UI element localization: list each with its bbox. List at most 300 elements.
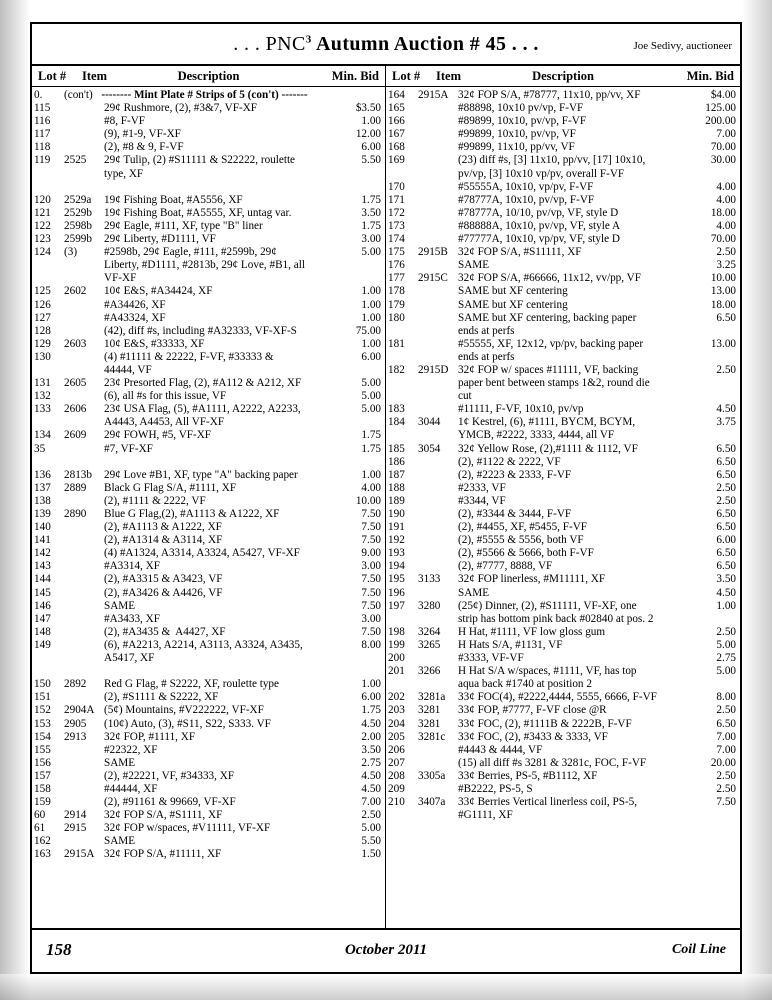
minimum-bid: 200.00 bbox=[705, 115, 736, 128]
lot-description: (2), #A1113 & A1222, XF bbox=[104, 521, 222, 534]
lot-number: 194 bbox=[388, 560, 405, 573]
minimum-bid: 7.50 bbox=[361, 521, 381, 534]
lot-row bbox=[32, 194, 385, 207]
minimum-bid: 13.00 bbox=[710, 285, 736, 298]
header-min-bid: Min. Bid bbox=[686, 69, 734, 83]
lot-description: strip has bottom pink back #02840 at pos. 2 bbox=[458, 612, 654, 625]
lot-number: 155 bbox=[34, 743, 51, 756]
lot-number: 187 bbox=[388, 468, 405, 481]
item-number: 2915 bbox=[64, 822, 87, 835]
lot-description: A4443, A4453, All VF-XF bbox=[104, 416, 225, 429]
lot-row bbox=[32, 783, 385, 796]
lot-description: (2), #5555 & 5556, both VF bbox=[458, 534, 584, 547]
lot-description: 32¢ FOP, #1111, XF bbox=[104, 730, 196, 743]
lot-description: 33¢ FOC, (2), #1111B & 2222B, F-VF bbox=[458, 717, 632, 730]
minimum-bid: 6.50 bbox=[716, 468, 736, 481]
lot-description: #78777A, 10/10, pv/vp, VF, style D bbox=[458, 206, 619, 219]
lot-number: 117 bbox=[34, 128, 51, 141]
lot-row bbox=[386, 154, 740, 167]
lot-row bbox=[386, 338, 740, 351]
lot-row bbox=[32, 469, 385, 482]
lot-row bbox=[386, 102, 740, 115]
lot-row bbox=[32, 600, 385, 613]
lot-row bbox=[32, 482, 385, 495]
item-number: 2525 bbox=[64, 154, 87, 167]
minimum-bid: 4.50 bbox=[361, 717, 381, 730]
minimum-bid: 7.50 bbox=[361, 599, 381, 612]
lot-number: 181 bbox=[388, 337, 405, 350]
lot-description: 44444, VF bbox=[104, 363, 152, 376]
lot-description: (4) #A1324, A3314, A3324, A5427, VF-XF bbox=[104, 547, 300, 560]
item-number: 3265 bbox=[418, 638, 441, 651]
lot-number: 118 bbox=[34, 141, 51, 154]
header-description: Description bbox=[532, 69, 594, 83]
lot-number: 129 bbox=[34, 337, 51, 350]
lot-row bbox=[32, 390, 385, 403]
minimum-bid: 1.00 bbox=[361, 298, 381, 311]
lot-description: 23¢ USA Flag, (5), #A1111, A2222, A2233, bbox=[104, 403, 301, 416]
lot-description: (2), #A3426 & A4426, VF bbox=[104, 586, 223, 599]
listing-columns bbox=[32, 66, 740, 928]
lot-number: 195 bbox=[388, 573, 405, 586]
lot-number: 139 bbox=[34, 508, 51, 520]
lot-row bbox=[32, 508, 385, 521]
lot-row bbox=[386, 482, 740, 495]
lot-description: 19¢ Fishing Boat, #A5555, XF, untag var. bbox=[104, 206, 292, 219]
item-number: 2892 bbox=[64, 678, 87, 691]
minimum-bid: 7.00 bbox=[716, 128, 736, 141]
lot-number: 121 bbox=[34, 206, 51, 219]
lot-row bbox=[386, 783, 740, 796]
lot-row bbox=[32, 246, 385, 259]
minimum-bid: 70.00 bbox=[710, 233, 736, 246]
item-number: 2609 bbox=[64, 429, 87, 442]
lot-row bbox=[386, 194, 740, 207]
lot-description: (2), #A3315 & A3423, VF bbox=[104, 573, 223, 586]
lot-number: 201 bbox=[388, 665, 405, 678]
lot-number: 125 bbox=[34, 285, 51, 298]
lot-description: #A34426, XF bbox=[104, 298, 166, 311]
lot-number: 120 bbox=[34, 193, 51, 206]
lot-description: #89899, 10x10, pv/vp, F-VF bbox=[458, 115, 587, 128]
lot-row bbox=[32, 704, 385, 717]
lot-description: (5¢) Mountains, #V222222, VF-XF bbox=[104, 704, 264, 717]
lot-description: #78777A, 10x10, pv/vp, F-VF bbox=[458, 193, 595, 206]
lot-description: Red G Flag, # S2222, XF, roulette type bbox=[104, 678, 279, 691]
page-number: 158 bbox=[46, 940, 72, 959]
lot-description: 33¢ Berries Vertical linerless coil, PS-5, bbox=[458, 796, 638, 809]
scan-shadow-right bbox=[742, 0, 772, 1000]
minimum-bid: 6.50 bbox=[716, 547, 736, 560]
lot-row bbox=[386, 115, 740, 128]
minimum-bid: 1.50 bbox=[361, 848, 381, 861]
lot-number: 177 bbox=[388, 272, 405, 285]
lot-row bbox=[32, 822, 385, 835]
lot-row bbox=[386, 377, 740, 390]
item-number: 3133 bbox=[418, 573, 441, 586]
lot-number: 147 bbox=[34, 612, 51, 625]
lot-number: 185 bbox=[388, 442, 405, 455]
item-number: 2889 bbox=[64, 481, 87, 494]
minimum-bid: 5.00 bbox=[361, 403, 381, 416]
item-number: 3305a bbox=[418, 769, 446, 782]
minimum-bid: 4.50 bbox=[361, 782, 381, 795]
minimum-bid: 2.50 bbox=[716, 769, 736, 782]
lot-description: 29¢ Liberty, #D1111, VF bbox=[104, 233, 216, 246]
lot-row bbox=[386, 508, 740, 521]
lot-row bbox=[32, 639, 385, 652]
lot-description: 10¢ E&S, #A34424, XF bbox=[104, 285, 213, 298]
lot-number: 60 bbox=[34, 809, 46, 822]
minimum-bid: 5.50 bbox=[361, 835, 381, 848]
minimum-bid: $3.50 bbox=[355, 102, 381, 115]
item-number: 2913 bbox=[64, 730, 87, 743]
lot-number: 170 bbox=[388, 180, 405, 193]
minimum-bid: 1.00 bbox=[361, 678, 381, 691]
lot-number: 123 bbox=[34, 233, 51, 246]
minimum-bid: 2.50 bbox=[716, 625, 736, 638]
lot-number: 136 bbox=[34, 468, 51, 481]
lot-description: SAME but XF centering bbox=[458, 285, 568, 298]
lot-description: #88888A, 10x10, pv/vp, VF, style A bbox=[458, 219, 621, 232]
lot-number: 175 bbox=[388, 246, 405, 259]
item-number: 2603 bbox=[64, 337, 87, 350]
lot-row bbox=[386, 312, 740, 325]
minimum-bid: 1.75 bbox=[361, 193, 381, 206]
lot-row bbox=[386, 272, 740, 285]
lot-description: (2), #8 & 9, F-VF bbox=[104, 141, 184, 154]
lot-row bbox=[386, 691, 740, 704]
minimum-bid: 2.50 bbox=[716, 782, 736, 795]
lot-description: 32¢ FOP S/A, #S1111, XF bbox=[104, 809, 223, 822]
minimum-bid: 6.00 bbox=[361, 350, 381, 363]
lot-description: SAME bbox=[104, 835, 136, 848]
minimum-bid: 7.50 bbox=[361, 573, 381, 586]
lot-number: 143 bbox=[34, 560, 51, 573]
minimum-bid: 7.00 bbox=[361, 796, 381, 809]
lot-row bbox=[32, 285, 385, 298]
lot-number: 162 bbox=[34, 835, 51, 848]
lot-description: (2), #A3435 & A4427, XF bbox=[104, 625, 226, 638]
item-number: 2602 bbox=[64, 285, 87, 298]
lot-row bbox=[32, 89, 385, 102]
lot-description: #3333, VF-VF bbox=[458, 652, 524, 665]
minimum-bid: 6.00 bbox=[716, 534, 736, 547]
lot-row bbox=[32, 665, 385, 678]
lot-row bbox=[386, 534, 740, 547]
minimum-bid: 7.50 bbox=[361, 586, 381, 599]
minimum-bid: 2.50 bbox=[361, 809, 381, 822]
lot-row bbox=[32, 403, 385, 416]
item-number: 2915D bbox=[418, 363, 449, 376]
minimum-bid: 1.00 bbox=[716, 599, 736, 612]
lot-description: (6), #A2213, A2214, A3113, A3324, A3435, bbox=[104, 638, 303, 651]
lot-description: 33¢ FOC, (2), #3433 & 3333, VF bbox=[458, 730, 608, 743]
item-number: (con't) bbox=[64, 89, 93, 101]
minimum-bid: 4.00 bbox=[716, 193, 736, 206]
lot-row bbox=[32, 128, 385, 141]
right-column bbox=[386, 66, 740, 928]
minimum-bid: 2.75 bbox=[716, 652, 736, 665]
lot-description: 10¢ E&S, #33333, XF bbox=[104, 337, 205, 350]
lot-description: #55555, XF, 12x12, vp/pv, backing paper bbox=[458, 337, 644, 350]
lot-row bbox=[32, 312, 385, 325]
lot-row bbox=[32, 718, 385, 731]
lot-number: 119 bbox=[34, 154, 51, 167]
lot-number: 191 bbox=[388, 521, 405, 534]
lot-description: (2), #3344 & 3444, F-VF bbox=[458, 508, 572, 520]
lot-row bbox=[32, 770, 385, 783]
lot-row bbox=[32, 613, 385, 626]
page-footer bbox=[32, 928, 740, 972]
lot-row bbox=[32, 678, 385, 691]
lot-row bbox=[386, 744, 740, 757]
item-number: 3266 bbox=[418, 665, 441, 678]
lot-number: 172 bbox=[388, 206, 405, 219]
lot-row bbox=[32, 757, 385, 770]
lot-row bbox=[32, 259, 385, 272]
lot-row bbox=[32, 809, 385, 822]
lot-description: SAME bbox=[458, 259, 490, 272]
lot-description: 23¢ Presorted Flag, (2), #A112 & A212, XF bbox=[104, 377, 302, 390]
header-lot: Lot # bbox=[38, 69, 67, 83]
minimum-bid: 5.00 bbox=[361, 822, 381, 835]
lot-number: 198 bbox=[388, 625, 405, 638]
lot-description: Liberty, #D1111, #2813b, 29¢ Love, #B1, all bbox=[104, 259, 305, 272]
lot-description: 32¢ FOP w/spaces, #V11111, VF-XF bbox=[104, 822, 271, 835]
lot-description: SAME but XF centering bbox=[458, 298, 568, 311]
lot-description: (2), #4455, XF, #5455, F-VF bbox=[458, 521, 588, 534]
lot-description: H Hat S/A w/spaces, #1111, VF, has top bbox=[458, 665, 637, 678]
lot-description: Blue G Flag,(2), #A1113 & A1222, XF bbox=[104, 508, 280, 520]
minimum-bid: 2.50 bbox=[716, 363, 736, 376]
lot-row bbox=[32, 521, 385, 534]
lot-number: 134 bbox=[34, 429, 51, 442]
lot-row bbox=[32, 325, 385, 338]
minimum-bid: 2.50 bbox=[716, 494, 736, 507]
lot-description: #44444, XF bbox=[104, 782, 158, 795]
item-number: 2890 bbox=[64, 508, 87, 520]
lot-number: 159 bbox=[34, 796, 51, 809]
lot-description: (4) #11111 & 22222, F-VF, #33333 & bbox=[104, 350, 274, 363]
title-superscript: 3 bbox=[305, 33, 312, 46]
lot-row bbox=[386, 613, 740, 626]
minimum-bid: 5.00 bbox=[361, 246, 381, 259]
item-number: 2904A bbox=[64, 704, 95, 717]
item-number: 2813b bbox=[64, 468, 92, 481]
item-number: 3281 bbox=[418, 717, 441, 730]
minimum-bid: 10.00 bbox=[355, 494, 381, 507]
lot-description: SAME but XF centering, backing paper bbox=[458, 311, 637, 324]
left-lot-rows bbox=[32, 87, 385, 862]
minimum-bid: 4.50 bbox=[716, 403, 736, 416]
lot-row bbox=[386, 600, 740, 613]
lot-row bbox=[386, 809, 740, 822]
lot-number: 192 bbox=[388, 534, 405, 547]
lot-description: #99899, 10x10, pv/vp, VF bbox=[458, 128, 576, 141]
minimum-bid: 3.50 bbox=[361, 206, 381, 219]
lot-description: 32¢ FOP S/A, #S11111, XF bbox=[458, 246, 582, 259]
minimum-bid: 3.50 bbox=[716, 573, 736, 586]
lot-number: 35 bbox=[34, 442, 46, 455]
lot-row bbox=[386, 560, 740, 573]
lot-row bbox=[386, 233, 740, 246]
lot-row bbox=[386, 547, 740, 560]
lot-description: (2), #S1111 & S2222, XF bbox=[104, 691, 219, 704]
minimum-bid: 125.00 bbox=[705, 102, 736, 115]
lot-description: aqua back #1740 at position 2 bbox=[458, 678, 592, 691]
lot-description: 29¢ Eagle, #111, XF, type "B" liner bbox=[104, 219, 263, 232]
lot-row bbox=[32, 560, 385, 573]
lot-row bbox=[32, 587, 385, 600]
lot-row bbox=[32, 626, 385, 639]
minimum-bid: 4.00 bbox=[716, 219, 736, 232]
lot-row bbox=[386, 181, 740, 194]
item-number: 3281c bbox=[418, 730, 446, 743]
minimum-bid: 7.00 bbox=[716, 730, 736, 743]
lot-number: 204 bbox=[388, 717, 405, 730]
lot-description: (2), #1122 & 2222, VF bbox=[458, 455, 561, 468]
lot-row bbox=[32, 168, 385, 181]
lot-description: (2), #A1314 & A3114, XF bbox=[104, 534, 223, 547]
lot-number: 132 bbox=[34, 390, 51, 403]
lot-row bbox=[386, 573, 740, 586]
lot-description: (2), #5566 & 5666, both F-VF bbox=[458, 547, 594, 560]
lot-row bbox=[386, 128, 740, 141]
lot-row bbox=[386, 521, 740, 534]
auction-listing-sheet bbox=[30, 22, 742, 974]
lot-number: 152 bbox=[34, 704, 51, 717]
lot-row bbox=[32, 731, 385, 744]
lot-number: 151 bbox=[34, 691, 51, 704]
minimum-bid: 3.00 bbox=[361, 560, 381, 573]
lot-description: #A3314, XF bbox=[104, 560, 160, 573]
lot-row bbox=[32, 416, 385, 429]
minimum-bid: 70.00 bbox=[710, 141, 736, 154]
minimum-bid: 7.00 bbox=[716, 743, 736, 756]
minimum-bid: 3.25 bbox=[716, 259, 736, 272]
lot-description: ends at perfs bbox=[458, 350, 515, 363]
lot-description: (2), #2223 & 2333, F-VF bbox=[458, 468, 572, 481]
lot-number: 126 bbox=[34, 298, 51, 311]
lot-number: 150 bbox=[34, 678, 51, 691]
lot-row bbox=[386, 652, 740, 665]
lot-description: #7, VF-XF bbox=[104, 442, 153, 455]
item-number: 2529b bbox=[64, 206, 92, 219]
lot-row bbox=[32, 573, 385, 586]
lot-number: 182 bbox=[388, 363, 405, 376]
header-lot: Lot # bbox=[392, 69, 421, 83]
lot-description: #77777A, 10x10, vp/pv, VF, style D bbox=[458, 233, 620, 246]
minimum-bid: 20.00 bbox=[710, 756, 736, 769]
left-column bbox=[32, 66, 386, 928]
lot-number: 193 bbox=[388, 547, 405, 560]
lot-description: 33¢ FOC(4), #2222,4444, 5555, 6666, F-VF bbox=[458, 691, 657, 704]
lot-row bbox=[32, 141, 385, 154]
lot-description: #88898, 10x10 pv/vp, F-VF bbox=[458, 102, 584, 115]
item-number: 3281a bbox=[418, 691, 446, 704]
minimum-bid: 6.50 bbox=[716, 521, 736, 534]
lot-row bbox=[32, 534, 385, 547]
lot-row bbox=[386, 168, 740, 181]
lot-number: 199 bbox=[388, 638, 405, 651]
lot-row bbox=[32, 456, 385, 469]
item-number: 3407a bbox=[418, 796, 446, 809]
lot-description: Black G Flag S/A, #1111, XF bbox=[104, 481, 237, 494]
lot-row bbox=[386, 325, 740, 338]
minimum-bid: 6.50 bbox=[716, 717, 736, 730]
lot-number: 183 bbox=[388, 403, 405, 416]
lot-description: #4443 & 4444, VF bbox=[458, 743, 543, 756]
minimum-bid: 1.75 bbox=[361, 219, 381, 232]
lot-number: 171 bbox=[388, 193, 405, 206]
lot-description: 19¢ Fishing Boat, #A5556, XF bbox=[104, 193, 243, 206]
lot-number: 180 bbox=[388, 311, 405, 324]
lot-description: 32¢ FOP S/A, #11111, XF bbox=[104, 848, 222, 861]
minimum-bid: 1.00 bbox=[361, 311, 381, 324]
lot-description: #3344, VF bbox=[458, 494, 506, 507]
minimum-bid: 6.50 bbox=[716, 508, 736, 520]
lot-description: (10¢) Auto, (3), #S11, S22, S333. VF bbox=[104, 717, 271, 730]
lot-row bbox=[386, 704, 740, 717]
minimum-bid: 5.00 bbox=[716, 638, 736, 651]
minimum-bid: 7.50 bbox=[361, 508, 381, 520]
lot-row bbox=[386, 456, 740, 469]
lot-row bbox=[32, 181, 385, 194]
item-number: 3054 bbox=[418, 442, 441, 455]
lot-number: 203 bbox=[388, 704, 405, 717]
lot-row bbox=[32, 351, 385, 364]
lot-description: 33¢ Berries, PS-5, #B1112, XF bbox=[458, 769, 598, 782]
lot-row bbox=[32, 796, 385, 809]
lot-number: 168 bbox=[388, 141, 405, 154]
lot-description: 32¢ FOP w/ spaces #11111, VF, backing bbox=[458, 363, 639, 376]
minimum-bid: 2.50 bbox=[716, 704, 736, 717]
lot-row bbox=[32, 443, 385, 456]
lot-description: SAME bbox=[104, 599, 136, 612]
lot-row bbox=[386, 796, 740, 809]
lot-description: #8, F-VF bbox=[104, 115, 146, 128]
lot-description: paper bent between stamps 1&2, round die bbox=[458, 377, 650, 390]
lot-row bbox=[386, 285, 740, 298]
lot-description: 32¢ FOP linerless, #M11111, XF bbox=[458, 573, 606, 586]
lot-number: 189 bbox=[388, 494, 405, 507]
publication-name: Coil Line bbox=[671, 942, 726, 957]
minimum-bid: 1.00 bbox=[361, 337, 381, 350]
minimum-bid: 18.00 bbox=[710, 298, 736, 311]
lot-number: 153 bbox=[34, 717, 51, 730]
lot-row bbox=[32, 299, 385, 312]
lot-number: 174 bbox=[388, 233, 405, 246]
lot-number: 158 bbox=[34, 782, 51, 795]
item-number: (3) bbox=[64, 246, 78, 259]
minimum-bid: 2.75 bbox=[361, 756, 381, 769]
lot-description: #B2222, PS-5, S bbox=[458, 782, 533, 795]
lot-description: cut bbox=[458, 390, 472, 403]
lot-row bbox=[32, 691, 385, 704]
lot-description: 29¢ Love #B1, XF, type "A" backing paper bbox=[104, 468, 298, 481]
title-prefix: . . . PNC bbox=[233, 33, 306, 55]
lot-number: 186 bbox=[388, 455, 405, 468]
minimum-bid: 2.50 bbox=[716, 481, 736, 494]
lot-row bbox=[32, 272, 385, 285]
lot-number: 115 bbox=[34, 102, 51, 115]
lot-row bbox=[32, 848, 385, 861]
lot-number: 163 bbox=[34, 848, 51, 861]
item-number: 2598b bbox=[64, 219, 92, 232]
lot-description: #99899, 11x10, pp/vv, VF bbox=[458, 141, 575, 154]
lot-row bbox=[386, 351, 740, 364]
